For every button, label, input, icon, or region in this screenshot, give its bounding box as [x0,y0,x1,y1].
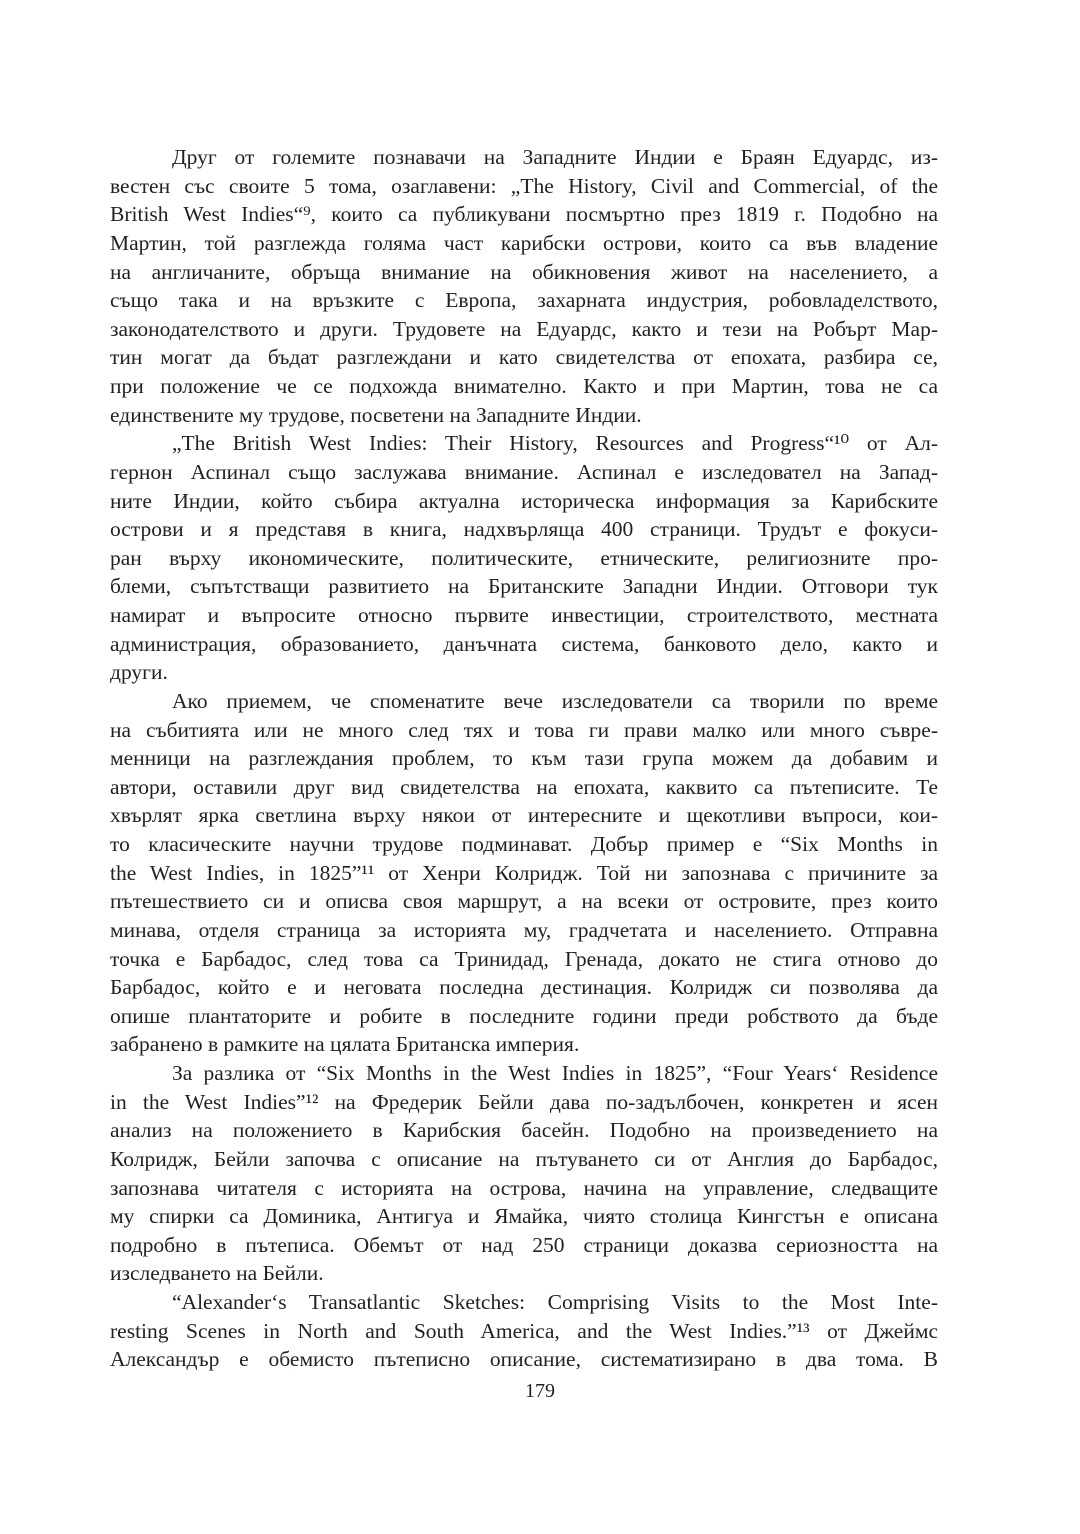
text-line: гернон Аспинал също заслужава внимание. Аспинал е изследовател на Запад- [110,459,938,484]
page-number: 179 [525,1380,555,1402]
text-line: Мартин, той разглежда голяма част карибски острови, които са във владение [110,230,938,255]
text-line: resting Scenes in North and South America, and the West Indies.”¹³ от Джеймс [110,1318,938,1343]
text-line: Друг от големите познавачи на Западните Индии е Браян Едуардс, из- [172,145,938,169]
text-line: администрация, образованието, данъчната система, банковото дело, както и [110,631,938,656]
text-line: на събитията или не много след тях и това ги прави малко или много съвре- [110,717,938,742]
text-line: За разлика от “Six Months in the West Indies in 1825”, “Four Years‘ Residence [172,1061,938,1085]
text-line: in the West Indies”¹² на Фредерик Бейли дава по-задълбочен, конкретен и ясен [110,1089,938,1114]
paragraph [110,687,938,1059]
text-line: то класическите научни трудове подминават. Добър пример е “Six Months in [110,832,938,856]
text-line: автори, оставили друг вид свидетелства на епохата, каквито са пътеписите. Те [110,774,938,799]
paragraph [110,1059,938,1288]
text-line: “Alexander‘s Transatlantic Sketches: Comprising Visits to the Most Inte- [172,1290,938,1314]
text-line: опише плантаторите и робите в последните години преди робството да бъде [110,1003,938,1028]
text-line: Барбадос, който е и неговата последна дестинация. Колридж си позволява да [110,975,938,1000]
text-line: подробно в пътеписа. Обемът от над 250 страници доказва сериозността на [110,1232,938,1257]
text-line: the West Indies, in 1825”¹¹ от Хенри Колридж. Той ни запознава с причините за [110,860,938,885]
text-line: единствените му трудове, посветени на Западните Индии. [110,402,642,427]
paragraph [110,429,938,687]
text-line: вестен със своите 5 тома, озаглавени: „The History, Civil and Commercial, of the [110,173,938,198]
text-line: Колридж, Бейли започва с описание на пътуването си от Англия до Барбадос, [110,1146,938,1171]
text-line: Ако приемем, че споменатите вече изследователи са творили по време [172,688,938,713]
text-line: Александър е обемисто пътеписно описание, систематизирано в два тома. В [110,1347,938,1372]
text-line: забранено в рамките на цялата Британска империя. [110,1032,580,1057]
text-line: „The British West Indies: Their History, Resources and Progress“¹⁰ от Ал- [172,431,938,456]
text-line: менници на разглеждания проблем, то към тази група можем да добавим и [110,746,938,771]
text-line: блеми, съпътстващи развитието на Британските Западни Индии. Отговори тук [110,574,938,599]
text-line: острови и я представя в книга, надхвърляща 400 страници. Трудът е фокуси- [110,517,938,542]
text-line: тин могат да бъдат разглеждани и като свидетелства от епохата, разбира се, [110,345,938,370]
document-body [110,143,938,1374]
text-line: намират и въпросите относно първите инвестиции, строителството, местната [110,603,938,627]
text-line: му спирки са Доминика, Антигуа и Ямайка, чиято столица Кингстън е описана [110,1204,938,1229]
text-line: точка е Барбадос, след това са Тринидад, Гренада, докато не стига отново до [110,946,938,971]
text-line: запознава читателя с историята на острова, начина на управление, следващите [110,1175,938,1200]
text-line: други. [110,660,168,685]
paragraph [110,143,938,429]
text-line: също така и на връзките с Европа, захарната индустрия, робовладелството, [110,288,938,313]
text-line: изследването на Бейли. [110,1261,324,1286]
text-line: при положение че се подхожда внимателно. Както и при Мартин, това не са [110,374,938,398]
text-line: ран върху икономическите, политическите, етническите, религиозните про- [110,545,938,570]
text-line: British West Indies“⁹, които са публикувани посмъртно през 1819 г. Подобно на [110,202,938,227]
text-line: законодателството и други. Трудовете на Едуардс, както и тези на Робърт Мар- [110,316,938,341]
text-line: минава, отделя страница за историята му, градчетата и населението. Отправна [110,917,938,942]
text-line: на англичаните, обръща внимание на обикновения живот на населението, а [110,259,938,284]
text-line: хвърлят ярка светлина върху някои от интересните и щекотливи въпроси, кои- [110,803,938,828]
text-line: анализ на положението в Карибския басейн. Подобно на произведението на [110,1118,938,1143]
text-line: ните Индии, който събира актуална историческа информация за Карибските [110,488,938,513]
text-line: пътешествието си и описва своя маршрут, а на всеки от островите, през които [110,889,938,914]
paragraph [110,1288,938,1374]
